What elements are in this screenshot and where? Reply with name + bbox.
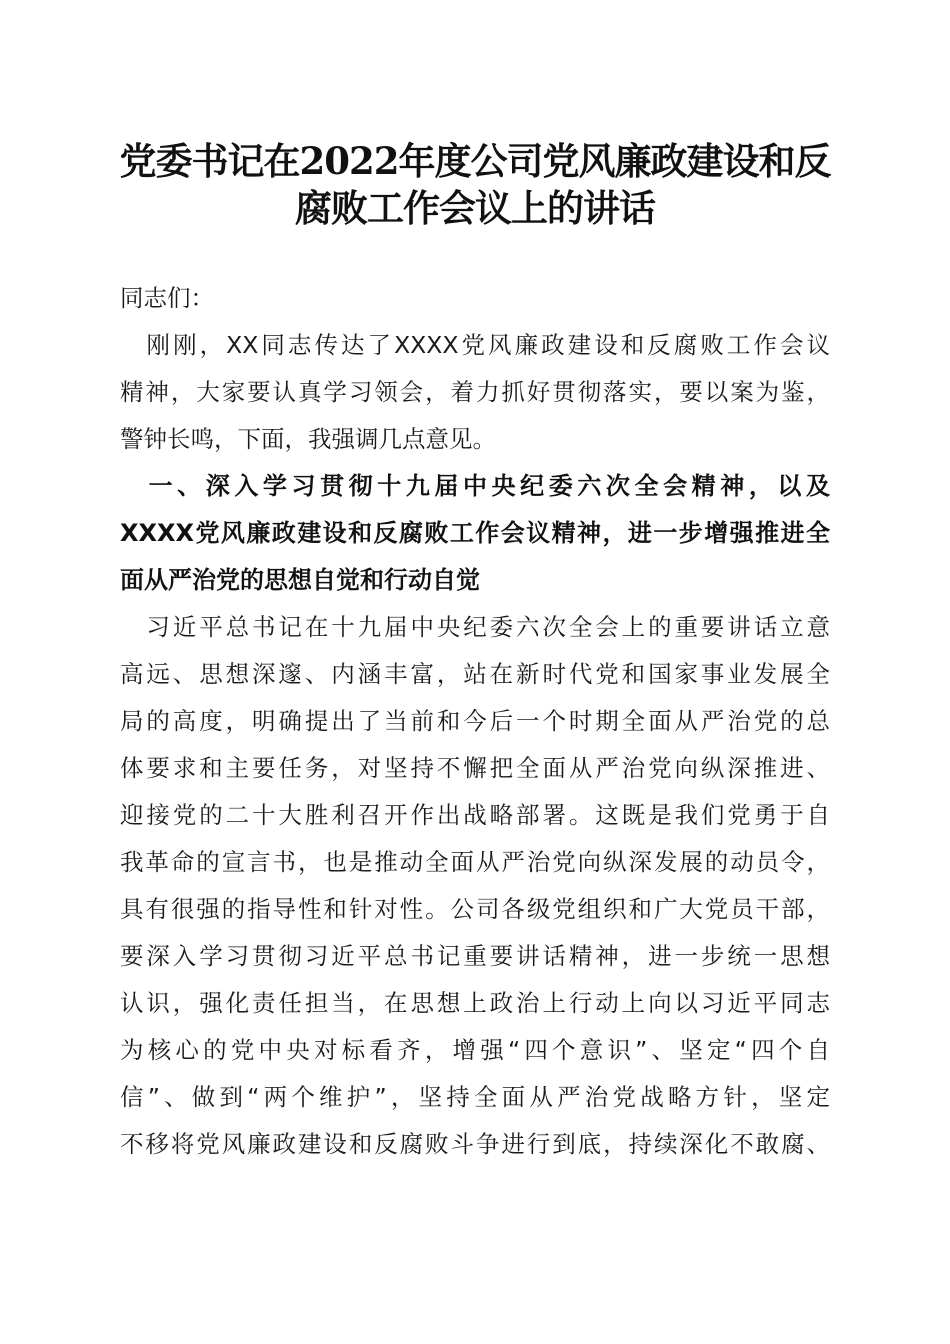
body-line: 认识，强化责任担当，在思想上政治上行动上向以习近平同志 [120, 989, 830, 1017]
body-line: 迎接党的二十大胜利召开作出战略部署。这既是我们党勇于自 [120, 801, 830, 829]
salutation: 同志们： [120, 284, 214, 312]
body-line: 体要求和主要任务，对坚持不懈把全面从严治党向纵深推进、 [120, 754, 830, 782]
body-line: 习近平总书记在十九届中央纪委六次全会上的重要讲话立意 [120, 613, 830, 641]
intro-line: 精神，大家要认真学习领会，着力抓好贯彻落实，要以案为鉴， [120, 378, 830, 406]
section-heading-line: 一、深入学习贯彻十九届中央纪委六次全会精神，以及 [120, 472, 830, 500]
body-line: 局的高度，明确提出了当前和今后一个时期全面从严治党的总 [120, 707, 830, 735]
intro-line: 警钟长鸣，下面，我强调几点意见。 [120, 425, 496, 453]
document-title-line-2: 腐败工作会议上的讲话 [295, 186, 655, 230]
body-line: 不移将党风廉政建设和反腐败斗争进行到底，持续深化不敢腐、 [120, 1130, 830, 1158]
body-line: 高远、思想深邃、内涵丰富，站在新时代党和国家事业发展全 [120, 660, 830, 688]
body-line: 为核心的党中央对标看齐，增强“四个意识”、坚定“四个自 [120, 1036, 830, 1064]
body-line: 信”、做到“两个维护”，坚持全面从严治党战略方针，坚定 [120, 1083, 830, 1111]
section-heading-line: XXXX党风廉政建设和反腐败工作会议精神，进一步增强推进全 [120, 519, 830, 547]
section-heading-line: 面从严治党的思想自觉和行动自觉 [120, 566, 480, 594]
body-line: 具有很强的指导性和针对性。公司各级党组织和广大党员干部， [120, 895, 830, 923]
document-title-line-1: 党委书记在2022年度公司党风廉政建设和反 [119, 139, 831, 183]
body-line: 要深入学习贯彻习近平总书记重要讲话精神，进一步统一思想 [120, 942, 830, 970]
body-line: 我革命的宣言书，也是推动全面从严治党向纵深发展的动员令， [120, 848, 830, 876]
intro-line: 刚刚，XX同志传达了XXXX党风廉政建设和反腐败工作会议 [120, 331, 830, 359]
